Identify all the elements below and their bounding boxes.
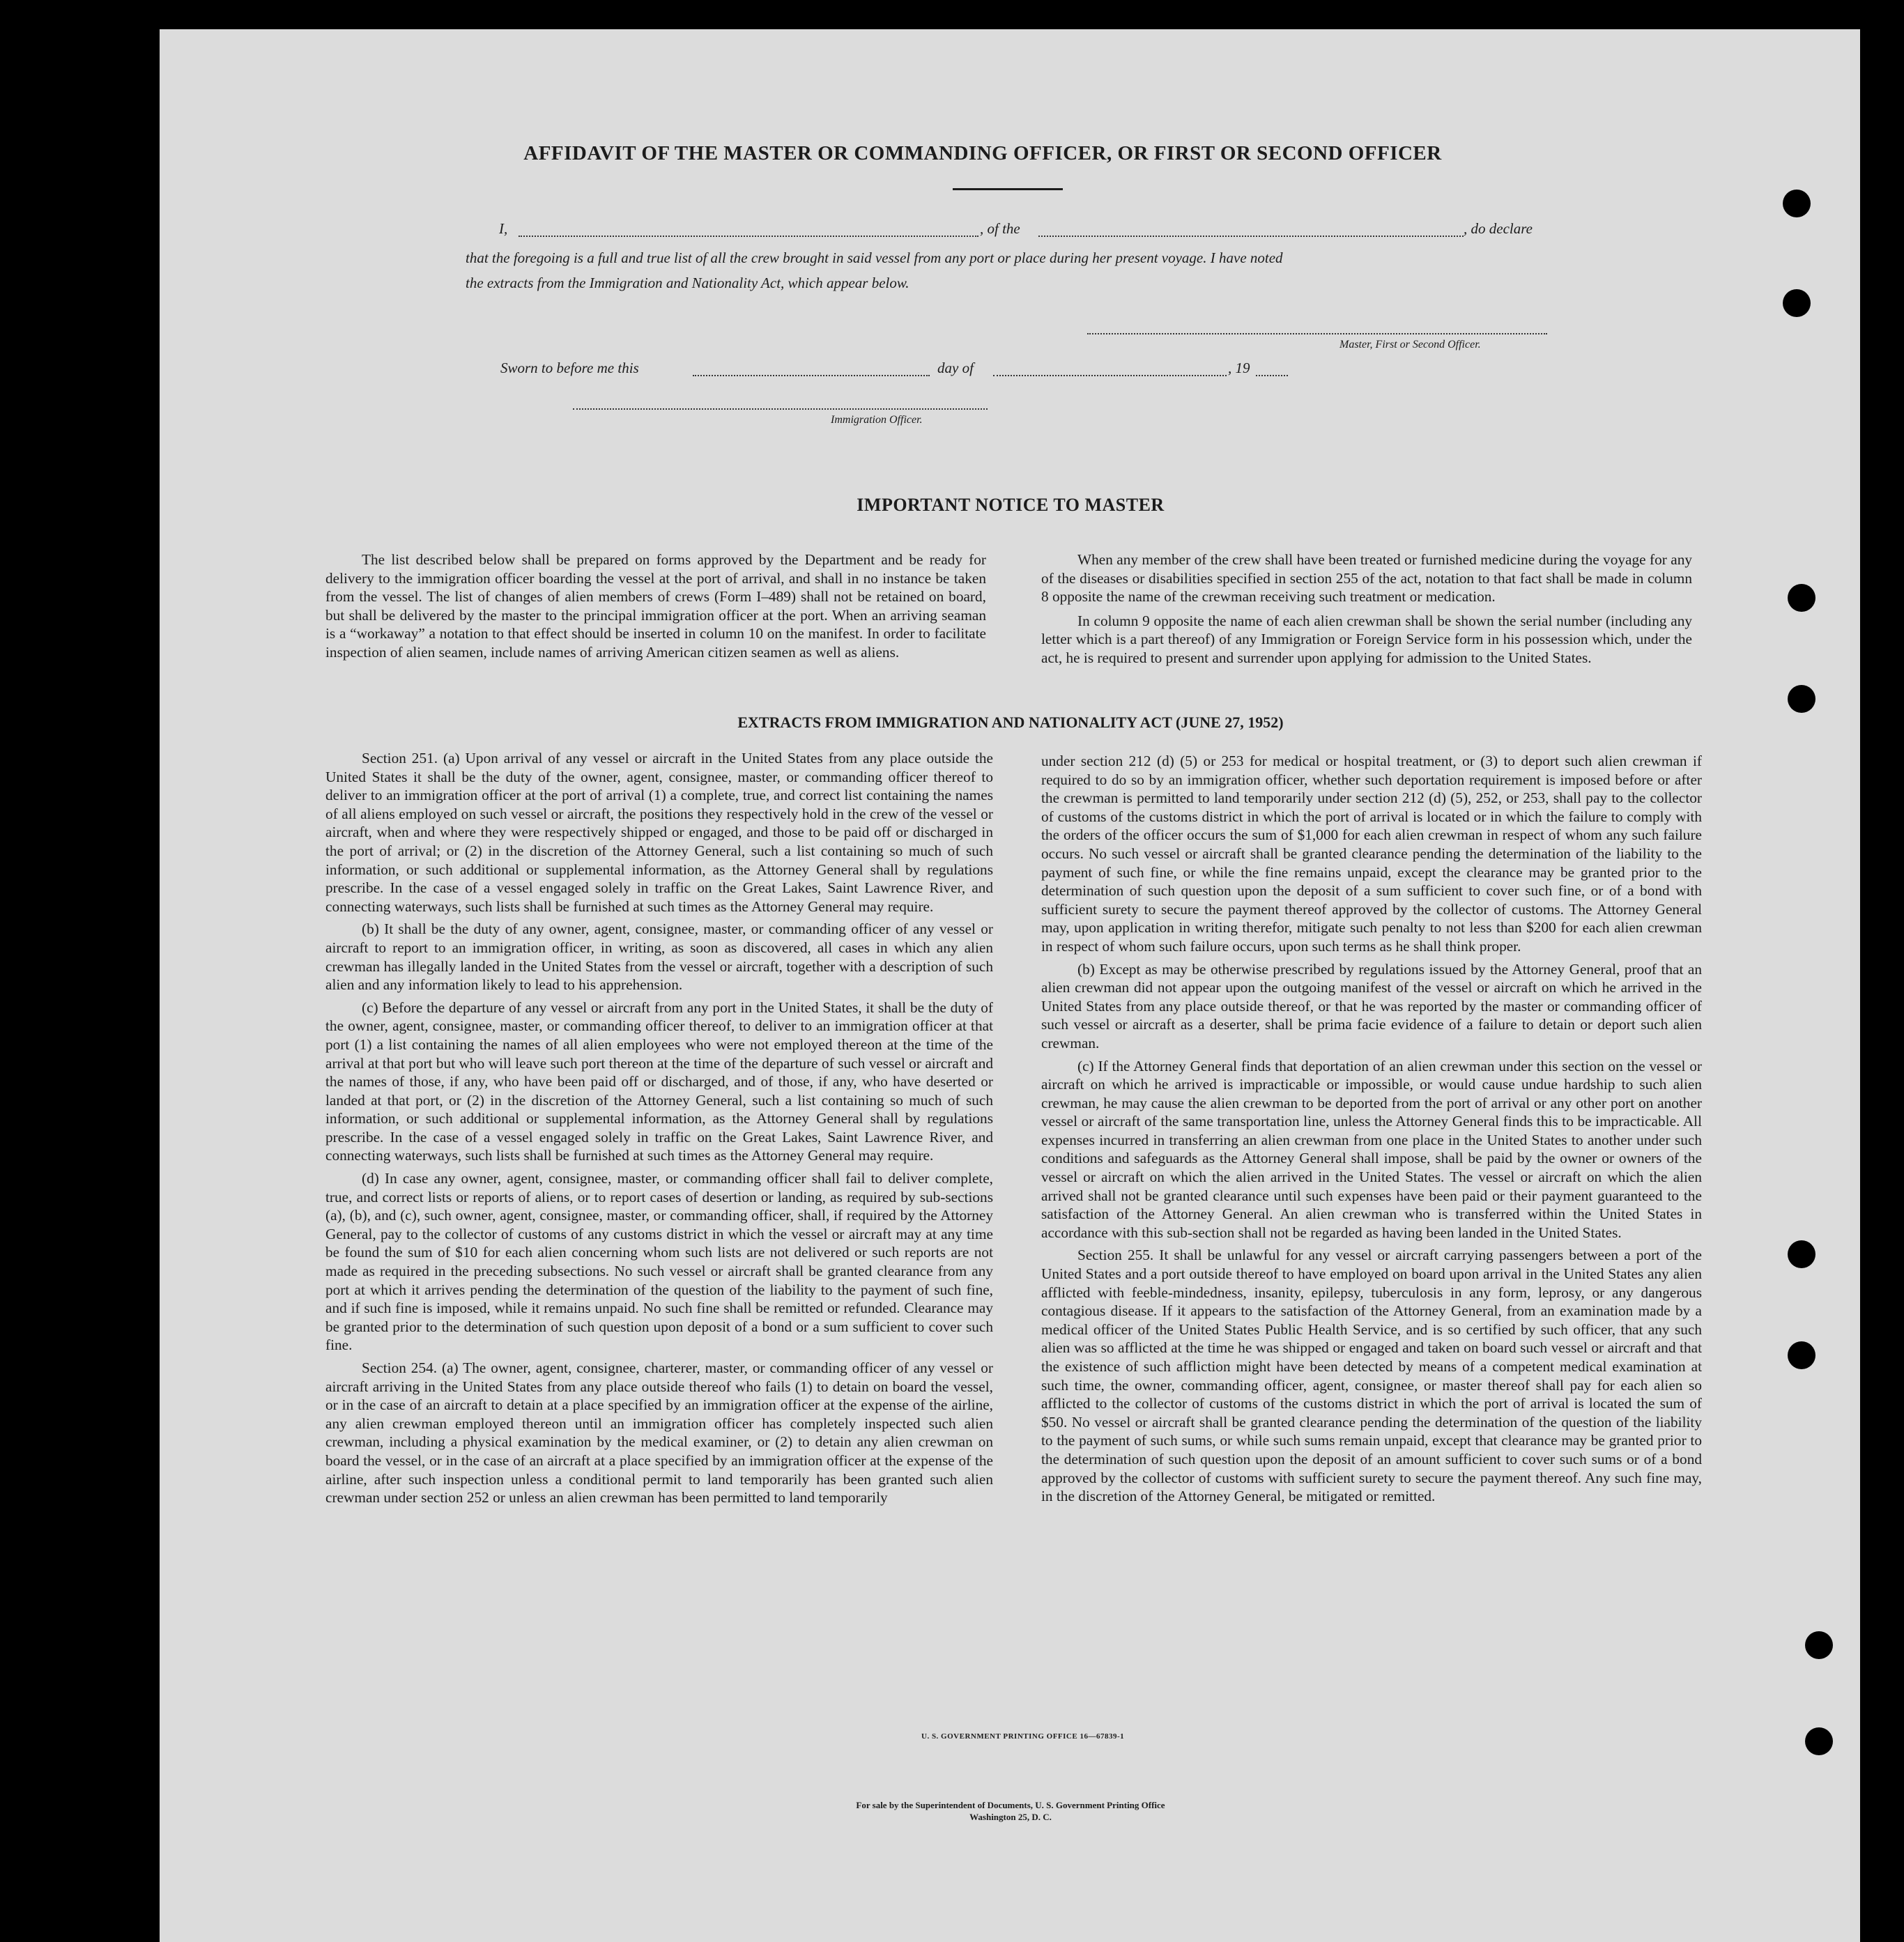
printer-imprint: U. S. GOVERNMENT PRINTING OFFICE 16—67839-1 [921, 1732, 1125, 1741]
notice-right-paragraph-1: When any member of the crew shall have been treated or furnished medicine during the voyage for any of the diseases or disabilities specified in section 255 of the act, notation to that fact shall be made in column 8 opposite the name of the crewman receiving such treatment or medication. [1041, 551, 1692, 606]
do-declare-label: , do declare [1464, 220, 1533, 237]
declaration-text-1: that the foregoing is a full and true list of all the crew brought in said vessel from any port or place during her present voyage. I have noted [466, 249, 1283, 266]
notice-right-column [1041, 550, 1692, 672]
sales-footer [767, 1799, 1254, 1823]
footer-line-1: For sale by the Superintendent of Documents, U. S. Government Printing Office [856, 1800, 1165, 1810]
extracts-left-column [325, 749, 993, 1511]
year-label: , 19 [1228, 360, 1250, 376]
punch-hole [1783, 190, 1811, 217]
master-caption: Master, First or Second Officer. [1339, 339, 1481, 350]
sworn-year-field[interactable] [1256, 362, 1288, 376]
sworn-day-field[interactable] [693, 362, 930, 376]
punch-hole [1788, 1240, 1815, 1268]
declaration-text-2: the extracts from the Immigration and Nationality Act, which appear below. [466, 275, 909, 291]
affidavit-title: AFFIDAVIT OF THE MASTER OR COMMANDING OFFICER, OR FIRST OR SECOND OFFICER [523, 142, 1442, 164]
section-251-b: (b) It shall be the duty of any owner, agent, consignee, master, or commanding officer of any vessel or aircraft to report to an immigration officer, in writing, as soon as discovered, all cases in which any alien crewman has illegally landed in the United States from the vessel or aircraft, together with a description of such alien and any information likely to lead to his apprehension. [325, 920, 993, 994]
immigration-officer-caption: Immigration Officer. [831, 414, 923, 426]
notice-title: IMPORTANT NOTICE TO MASTER [857, 495, 1165, 515]
section-254-c: (c) If the Attorney General finds that deportation of an alien crewman under this section on the vessel or aircraft on which he arrived is impracticable or impossible, or would cause undue hardship to such alien crewman, he may cause the alien crewman to be deported from the port of arrival or any other port on another vessel or aircraft of the same transportation line, unless the Attorney General finds this to be impracticable. All expenses incurred in transferring an alien crewman from one place in the United States to another under such conditions and safeguards as the Attorney General shall impose, shall be paid by the owner or owners of the vessel or aircraft on which the alien arrived in the United States. The vessel or aircraft on which the alien arrived shall not be granted clearance until such expenses have been paid or their payment guaranteed to the satisfaction of the Attorney General. An alien crewman who is transferred within the United States in accordance with this sub-section shall not be regarded as having been landed in the United States. [1041, 1057, 1702, 1241]
punch-hole [1788, 1341, 1815, 1369]
notice-right-paragraph-2: In column 9 opposite the name of each alien crewman shall be shown the serial number (including any letter which is a part thereof) of any Immigration or Foreign Service form in his possession which, under the act, he is required to present and surrender upon applying for admission to the United States. [1041, 612, 1692, 666]
notice-left-column [325, 550, 986, 666]
vessel-name-field[interactable] [1038, 223, 1464, 237]
punch-hole [1805, 1727, 1833, 1755]
section-251-d: (d) In case any owner, agent, consignee, master, or commanding officer shall fail to deliver complete, true, and correct lists or reports of aliens, or to report cases of desertion or landing, as required by sub-sections (a), (b), and (c), such owner, agent, consignee, master, or commanding officer, shall, if required by the Attorney General, pay to the collector of customs of any customs district in which the vessel or aircraft may at any time be found the sum of $10 for each alien concerning whom such lists are not delivered or such reports are not made as required in the preceding subsections. No such vessel or aircraft shall be granted clearance from any port at which it arrives pending the determination of the question of the liability to the payment of such fine, and if such fine is imposed, while it remains unpaid. No such fine shall be remitted or refunded. Clearance may be granted prior to the determination of such question upon deposit of a bond or a sum sufficient to cover such fine. [325, 1170, 993, 1354]
section-254-a: Section 254. (a) The owner, agent, consignee, charterer, master, or commanding officer of any vessel or aircraft arriving in the United States from any place outside thereof who fails (1) to detain on board the vessel, or in the case of an aircraft to detain at a place specified by an immigration officer at the expense of the airline, any alien crewman employed thereon until an immigration officer has completely inspected such alien crewman, including a physical examination by the medical examiner, or (2) to detain any alien crewman on board the vessel, or in the case of an aircraft at a place specified by an immigration officer at the expense of the airline, after such inspection unless a conditional permit to land temporarily has been granted such alien crewman under section 252 or unless an alien crewman has been permitted to land temporarily [325, 1359, 993, 1506]
notice-left-paragraph: The list described below shall be prepared on forms approved by the Department and be ready for delivery to the immigration officer boarding the vessel at the port of arrival, and shall in no instance be taken from the vessel. The list of changes of alien members of crews (Form I–489) shall not be retained on board, but shall be delivered by the master to the principal immigration officer at the port. When an arriving seaman is a “workaway” a notation to that effect should be inserted in column 10 on the manifest. In order to facilitate inspection of alien seamen, include names of arriving American citizen seamen as well as aliens. [325, 551, 986, 661]
punch-hole [1783, 289, 1811, 317]
sworn-month-field[interactable] [993, 362, 1227, 376]
declarant-name-field[interactable] [519, 223, 978, 237]
section-254-b: (b) Except as may be otherwise prescribed by regulations issued by the Attorney General, proof that an alien crewman did not appear upon the outgoing manifest of the vessel or aircraft on which he arrived in the United States from any place outside thereof, or that he was reported by the master or commanding officer of such vessel or aircraft as a deserter, shall be prima facie evidence of a failure to detain or deport such alien crewman. [1041, 960, 1702, 1051]
immigration-officer-signature-line[interactable] [573, 408, 988, 410]
of-the-label: , of the [980, 220, 1020, 237]
footer-line-2: Washington 25, D. C. [969, 1812, 1052, 1822]
section-254-a-continued: under section 212 (d) (5) or 253 for medical or hospital treatment, or (3) to deport such alien crewman if required to do so by an immigration officer, whether such deportation requirement is imposed before or after the crewman is permitted to land temporarily under section 212 (d) (5), 252, or 253, shall pay to the collector of customs of the customs district in which the port of arrival is located or in which the failure to comply with the orders of the officer occurs the sum of $1,000 for each alien crewman in respect of whom any such failure occurs. No such vessel or aircraft shall be granted clearance pending the determination of the liability to the payment of such fine, or while the fine remains unpaid, except the clearance may be granted prior to the determination of such question upon the deposit of a sum sufficient to cover such fine, or of a bond with sufficient surety to secure the payment thereof approved by the collector of customs. The Attorney General may, upon application in writing therefor, mitigate such penalty to not less than $200 for each alien crewman in respect of whom such failure occurs, upon such terms as he shall think proper. [1041, 753, 1702, 955]
section-255: Section 255. It shall be unlawful for any vessel or aircraft carrying passengers between a port of the United States and a port outside thereof to have employed on board upon arrival in the United States any alien afflicted with feeble-mindedness, insanity, epilepsy, tuberculosis in any form, leprosy, or any dangerous contagious disease. If it appears to the satisfaction of the Attorney General, from an examination made by a medical officer of the United States Public Health Service, and is so certified by such officer, that any such alien was so afflicted at the time he was shipped or engaged and taken on board such vessel or aircraft and that the existence of such affliction might have been detected by means of a competent medical examination at such time, the owner, commanding officer, agent, consignee, or master thereof shall pay for each alien so afflicted to the collector of customs of the customs district in which the port of arrival is located the sum of $50. No vessel or aircraft shall be granted clearance pending the determination of the question of the liability to the payment of such sums, or while such sums remain unpaid, except that clearance may be granted prior to the determination of such question upon the deposit of an amount sufficient to cover such sums or of a bond approved by the collector of customs with sufficient surety to secure the payment thereof. Any such fine may, in the discretion of the Attorney General, be mitigated or remitted. [1041, 1247, 1702, 1505]
title-rule [953, 188, 1063, 190]
master-signature-line[interactable] [1087, 333, 1547, 334]
section-251-c: (c) Before the departure of any vessel or aircraft from any port in the United States, it shall be the duty of the owner, agent, consignee, master, or commanding officer thereof, to deliver to an immigration officer at that port (1) a list containing the names of all alien employees who were not employed thereon at the time of the arrival at that port but who will leave such port thereon at the time of the departure of such vessel or aircraft and the names of those, if any, who have been paid off or discharged, and of those, if any, who have deserted or landed at that port, or (2) in the discretion of the Attorney General, such a list containing so much of such information, or such additional or supplemental information, as the Attorney General shall by regulations prescribe. In the case of a vessel engaged solely in traffic on the Great Lakes, Saint Lawrence River, and connecting waterways, such lists shall be furnished at such times as the Attorney General may require. [325, 999, 993, 1164]
punch-hole [1805, 1631, 1833, 1659]
sworn-label: Sworn to before me this [500, 360, 639, 376]
punch-hole [1788, 685, 1815, 713]
section-251-a: Section 251. (a) Upon arrival of any vessel or aircraft in the United States from any place outside the United States it shall be the duty of the owner, agent, consignee, master, or commanding officer thereof to deliver to an immigration officer at the port of arrival (1) a complete, true, and correct list containing the names of all aliens employed on such vessel or aircraft, the positions they respectively hold in the crew of the vessel or aircraft, when and where they were respectively shipped or engaged, and those to be paid off or discharged in the port of arrival; or (2) in the discretion of the Attorney General, such a list containing so much of such information, or such additional or supplemental information, as the Attorney General shall by regulations prescribe. In the case of a vessel engaged solely in traffic on the Great Lakes, Saint Lawrence River, and connecting waterways, such lists shall be furnished at such times as the Attorney General may require. [325, 750, 993, 915]
punch-hole [1788, 584, 1815, 612]
extracts-right-column [1041, 752, 1702, 1510]
extracts-title: EXTRACTS FROM IMMIGRATION AND NATIONALITY ACT (JUNE 27, 1952) [737, 714, 1284, 731]
day-of-label: day of [937, 360, 974, 376]
declarant-label: I, [499, 220, 508, 237]
